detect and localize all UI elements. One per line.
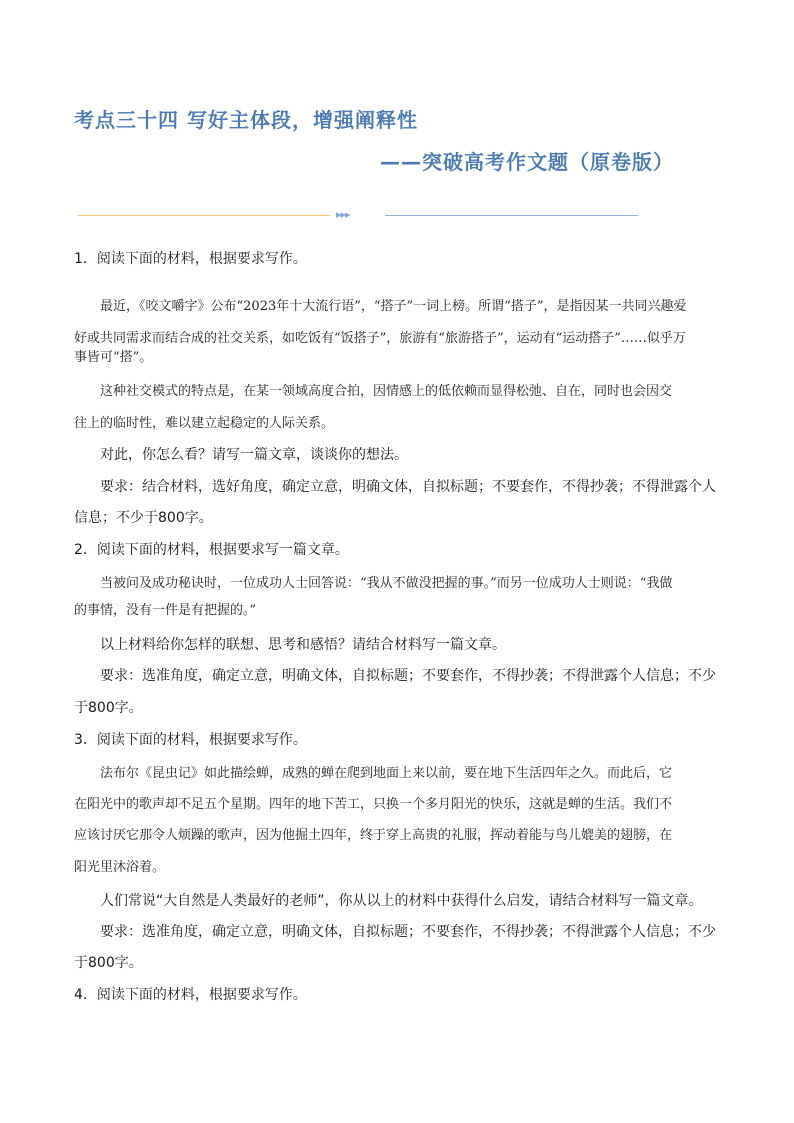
question-heading: 2．阅读下面的材料，根据要求写一篇文章。 xyxy=(74,542,349,558)
material-text-line: 最近，《咬文嚼字》公布“2023年十大流行语”，“搭子”一词上榜。所谓“搭子”，是指因某一共同兴趣爱 xyxy=(100,299,687,314)
material-text-line: 这种社交模式的特点是，在某一领域高度合拍，因情感上的低依赖而显得松弛、自在，同时也会因交 xyxy=(100,384,673,399)
material-text-line: 应该讨厌它那令人烦躁的歌声，因为他掘土四年，终于穿上高贵的礼服，挥动着能与鸟儿媲美的翅膀，在 xyxy=(74,828,673,843)
requirement-text-line: 信息；不少于800字。 xyxy=(74,510,213,526)
material-text-line: 的事情，没有一件是有把握的。” xyxy=(74,603,257,618)
requirement-text-line: 要求：选准角度，确定立意，明确文体，自拟标题；不要套作，不得抄袭；不得泄露个人信息；不少 xyxy=(100,924,716,940)
requirement-text-line: 人们常说“大自然是人类最好的老师”，你从以上的材料中获得什么启发，请结合材料写一篇文章。 xyxy=(100,893,703,909)
material-text-line: 法布尔《昆虫记》如此描绘蝉，成熟的蝉在爬到地面上来以前，要在地下生活四年之久。而此后，它 xyxy=(100,766,673,781)
material-text-line: 阳光里沐浴着。 xyxy=(74,860,166,875)
requirement-text-line: 以上材料给你怎样的联想、思考和感悟？请结合材料写一篇文章。 xyxy=(100,637,506,653)
material-text-line: 当被问及成功秘诀时，一位成功人士回答说：“我从不做没把握的事。”而另一位成功人士则说：“我做 xyxy=(100,576,673,591)
divider-arrows-icon: ▸▸▸ xyxy=(336,208,350,221)
material-text-line: 好或共同需求而结合成的社交关系，如吃饭有“饭搭子”，旅游有“旅游搭子”，运动有“运动搭子”……似乎万 xyxy=(74,331,686,346)
requirement-text-line: 于800字。 xyxy=(74,955,143,971)
material-text-line: 事皆可“搭”。 xyxy=(74,350,153,365)
page-subtitle: ——突破高考作文题（原卷版） xyxy=(380,150,674,174)
requirement-text-line: 要求：选准角度，确定立意，明确文体，自拟标题；不要套作，不得抄袭；不得泄露个人信息；不少 xyxy=(100,668,716,684)
question-heading: 1．阅读下面的材料，根据要求写作。 xyxy=(74,251,307,267)
requirement-text-line: 对此，你怎么看？请写一篇文章，谈谈你的想法。 xyxy=(100,447,408,463)
divider-right xyxy=(385,215,638,216)
question-heading: 3．阅读下面的材料，根据要求写作。 xyxy=(74,732,307,748)
requirement-text-line: 于800字。 xyxy=(74,700,143,716)
question-heading: 4．阅读下面的材料，根据要求写作。 xyxy=(74,987,307,1003)
page-title: 考点三十四 写好主体段，增强阐释性 xyxy=(74,108,418,132)
material-text-line: 往上的临时性，难以建立起稳定的人际关系。 xyxy=(74,416,335,431)
material-text-line: 在阳光中的歌声却不足五个星期。四年的地下苦工，只换一个多月阳光的快乐，这就是蝉的生活。我们不 xyxy=(74,797,673,812)
divider-left xyxy=(78,215,330,216)
requirement-text-line: 要求：结合材料，选好角度，确定立意，明确文体，自拟标题；不要套作，不得抄袭；不得泄露个人 xyxy=(100,479,716,495)
